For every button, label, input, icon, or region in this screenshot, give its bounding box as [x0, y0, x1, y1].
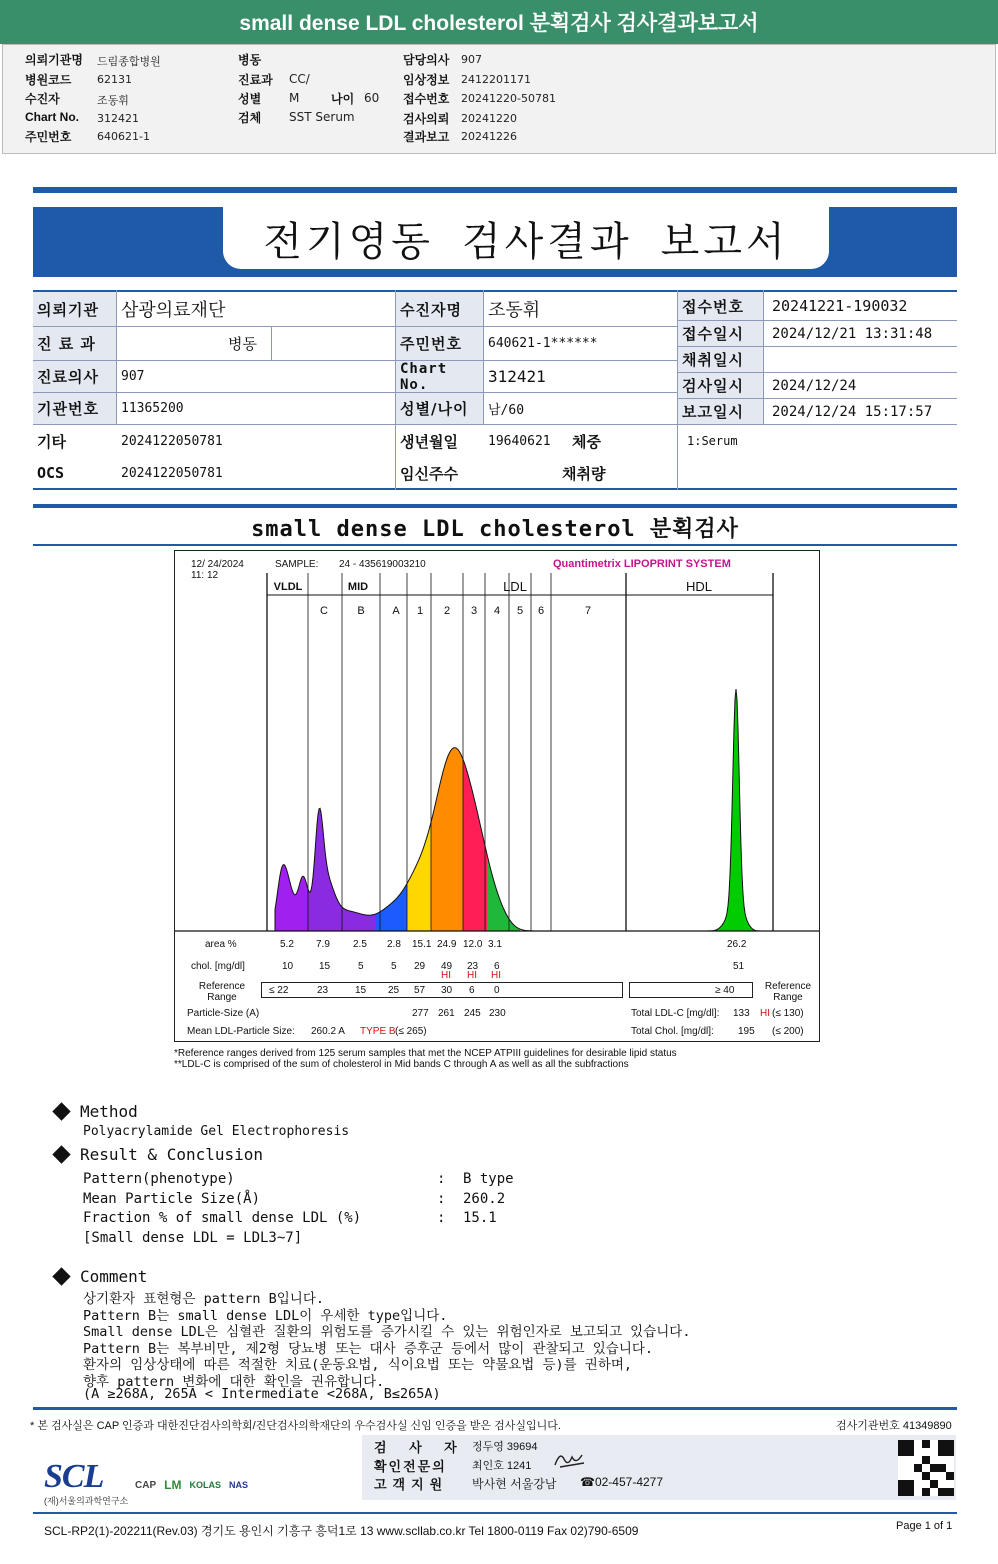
title-top-rule — [33, 187, 957, 193]
mean-size-label: Mean LDL-Particle Size: — [187, 1026, 295, 1037]
section-top-rule — [33, 504, 957, 508]
age-label: 나이 — [331, 92, 355, 106]
mean-size-value: 260.2 A — [311, 1026, 345, 1037]
dept-label: 진 료 과 — [33, 327, 116, 360]
footer-rule — [33, 1407, 957, 1410]
banner-title: small dense LDL cholesterol 분획검사 검사결과보고서 — [239, 12, 759, 35]
ref-v7: 0 — [494, 985, 500, 996]
ward-label: 병동 — [228, 335, 257, 353]
area-label: area % — [205, 939, 237, 950]
doctor-label: 담당의사 — [403, 53, 450, 67]
total-ldl-flag: HI — [760, 1008, 770, 1019]
band-4: 4 — [493, 605, 501, 617]
org-value: 드림종합병원 — [97, 55, 161, 68]
inst-value: 삼광의료재단 — [121, 300, 226, 321]
lipoprint-chart — [174, 550, 820, 1042]
sex-age-label: 성별/나이 — [396, 393, 483, 424]
chart-date: 12/ 24/2024 — [191, 559, 244, 570]
area-v4: 15.1 — [412, 939, 432, 950]
specimen-value: SST Serum — [289, 110, 355, 124]
comment-line: Small dense LDL은 심혈관 질환의 위험도를 증가시킬 수 있는 위험인자로 보고되고 있습니다. — [83, 1324, 691, 1340]
comment-line: Pattern B는 복부비만, 제2형 당뇨병 또는 대사 증후군 등에서 많이 관찰되고 있습니다. — [83, 1341, 654, 1357]
rrn-label: 주민번호 — [396, 327, 483, 360]
chol-v6: 23 — [467, 961, 479, 972]
etc-value: 2024122050781 — [121, 433, 223, 449]
section-title: small dense LDL cholesterol 분획검사 — [251, 517, 739, 542]
patient-value: 조동휘 — [97, 94, 129, 107]
rrn-label: 주민번호 — [25, 130, 72, 144]
org-label: 의뢰기관명 — [25, 53, 83, 67]
request-label: 검사의뢰 — [403, 112, 450, 126]
area-v3: 2.8 — [387, 939, 401, 950]
receipt-no-value: 20241221-190032 — [772, 297, 908, 315]
area-v8: 26.2 — [727, 939, 747, 950]
patient-label: 수진자 — [25, 92, 60, 106]
cap-logo: CAP — [135, 1479, 157, 1491]
doctor-value: 907 — [461, 53, 482, 66]
ref-hdl: ≥ 40 — [715, 985, 735, 996]
sex-value: M — [289, 91, 300, 105]
report-value: 20241226 — [461, 130, 517, 143]
inst-label: 의뢰기관 — [33, 292, 116, 326]
group-vldl: VLDL — [273, 581, 303, 593]
sex-age-value: 남/60 — [488, 403, 525, 418]
band-a: A — [392, 605, 400, 617]
result-sep: : — [437, 1191, 446, 1207]
reviewer-label: 확인전문의 — [374, 1460, 447, 1475]
cert-notice: * 본 검사실은 CAP 인증과 대한진단검사의학회/진단검사의학재단의 우수검사실 신임 인증을 받은 검사실입니다. — [30, 1420, 561, 1432]
rrn-value: 640621-1****** — [488, 336, 598, 351]
specimen-label: 검체 — [238, 111, 262, 125]
nas-logo: NAS — [228, 1480, 248, 1490]
chart-no-value: 312421 — [488, 367, 546, 386]
support-value: 박사현 서울강남 — [472, 1477, 557, 1491]
group-hdl: HDL — [685, 579, 713, 594]
ocs-label: OCS — [37, 464, 65, 482]
chol-v0: 10 — [282, 961, 294, 972]
ref-label: Reference Range — [198, 981, 246, 1003]
diamond-icon — [52, 1145, 70, 1163]
receipt-time-value: 2024/12/21 13:31:48 — [772, 325, 933, 342]
dept-label: 진료과 — [238, 73, 273, 87]
total-ldl-ref: (≤ 130) — [772, 1008, 804, 1019]
electrophoresis-plot — [175, 573, 819, 953]
comment-line: (A ≥268A, 265A < Intermediate <268A, B≤265A) — [83, 1386, 441, 1402]
pregnancy-label: 임신주수 — [400, 464, 458, 483]
header-info — [2, 44, 996, 154]
size-v3: 230 — [489, 1008, 506, 1019]
band-7: 7 — [584, 605, 592, 617]
chol-label: chol. [mg/dl] — [191, 961, 245, 972]
inst-no-value: 11365200 — [121, 401, 184, 416]
area-v2: 2.5 — [353, 939, 367, 950]
series-ldl4 — [487, 854, 520, 931]
report-time-value: 2024/12/24 15:17:57 — [772, 403, 933, 420]
total-chol-label: Total Chol. [mg/dl]: — [631, 1026, 714, 1037]
band-2: 2 — [443, 605, 451, 617]
result-label-3: Fraction % of small dense LDL (%) — [83, 1210, 362, 1226]
result-label-1: Pattern(phenotype) — [83, 1171, 235, 1187]
band-6: 6 — [537, 605, 545, 617]
comment-line: Pattern B는 small dense LDL이 우세한 type입니다. — [83, 1308, 448, 1324]
code-label: 병원코드 — [25, 73, 72, 87]
band-3: 3 — [470, 605, 478, 617]
chol-v1: 15 — [319, 961, 331, 972]
result-value-3: 15.1 — [463, 1210, 497, 1226]
comment-line: 상기환자 표현형은 pattern B입니다. — [83, 1291, 324, 1307]
area-v6: 12.0 — [463, 939, 483, 950]
size-v1: 261 — [438, 1008, 455, 1019]
chol-v4: 29 — [414, 961, 426, 972]
report-title: 전기영동 검사결과 보고서 — [223, 207, 829, 269]
group-mid: MID — [347, 581, 369, 593]
clinical-label: 임상정보 — [403, 73, 450, 87]
weight-label: 체중 — [572, 432, 601, 451]
sex-label: 성별 — [238, 92, 262, 106]
size-label: Particle-Size (A) — [187, 1008, 260, 1019]
specimen-value: 1:Serum — [687, 434, 738, 448]
sample-label: SAMPLE: — [275, 559, 319, 570]
chol-v5: 49 — [441, 961, 453, 972]
receipt-label: 접수번호 — [403, 92, 450, 106]
diamond-icon — [52, 1267, 70, 1285]
method-text: Polyacrylamide Gel Electrophoresis — [83, 1124, 350, 1139]
chart-title: Quantimetrix LIPOPRINT SYSTEM — [553, 558, 731, 570]
ref-label-hdl: Reference Range — [764, 981, 812, 1003]
request-value: 20241220 — [461, 112, 517, 125]
report-label: 결과보고 — [403, 130, 450, 144]
comment-heading: Comment — [55, 1267, 147, 1286]
chart-no-label: Chart No. — [396, 361, 483, 392]
hi-flag: HI — [491, 970, 501, 981]
total-ldl-label: Total LDL-C [mg/dl]: — [631, 1008, 720, 1019]
ref-box-hdl — [629, 982, 753, 998]
volume-label: 채취량 — [562, 464, 606, 483]
result-heading: Result & Conclusion — [55, 1145, 263, 1164]
doctor-label: 진료의사 — [33, 361, 116, 392]
patient-name-value: 조동휘 — [488, 300, 541, 321]
chart-time: 11: 12 — [191, 570, 219, 581]
title-band — [33, 207, 957, 277]
pattern-cond: (≤ 265) — [395, 1026, 427, 1037]
result-value-2: 260.2 — [463, 1191, 506, 1207]
hi-flag: HI — [467, 970, 477, 981]
ward-label: 병동 — [238, 53, 262, 67]
comment-line: 향후 pattern 변화에 대한 확인을 권유합니다. — [83, 1374, 385, 1390]
group-ldl: LDL — [503, 579, 527, 594]
receipt-no-label: 접수번호 — [678, 292, 763, 320]
chol-v3: 5 — [391, 961, 397, 972]
inst-no-label: 기관번호 — [33, 393, 116, 424]
qr-code-icon — [898, 1440, 954, 1496]
receipt-time-label: 접수일시 — [678, 321, 763, 346]
ocs-value: 2024122050781 — [121, 465, 223, 481]
patient-name-label: 수진자명 — [396, 292, 483, 326]
report-banner — [0, 0, 998, 44]
comment-line: 환자의 임상상태에 따른 적절한 치료(운동요법, 식이요법 또는 약물요법 등)를 권하며, — [83, 1357, 633, 1373]
chol-v8: 51 — [733, 961, 745, 972]
lab-no: 검사기관번호 41349890 — [836, 1420, 952, 1432]
ref-v1: 23 — [317, 985, 329, 996]
series-ldl2 — [431, 748, 463, 931]
collect-time-label: 채취일시 — [678, 347, 763, 372]
birth-value: 19640621 — [488, 433, 551, 449]
diamond-icon — [52, 1102, 70, 1120]
band-c: C — [320, 605, 328, 617]
series-ldl3 — [463, 759, 487, 931]
cert-logos — [135, 1478, 248, 1492]
rrn-value: 640621-1 — [97, 130, 150, 143]
support-phone: ☎02-457-4277 — [580, 1475, 664, 1489]
etc-label: 기타 — [37, 432, 66, 451]
result-label-2: Mean Particle Size(Å) — [83, 1191, 261, 1207]
clinical-value: 2412201171 — [461, 73, 531, 86]
total-ldl-value: 133 — [733, 1008, 750, 1019]
code-value: 62131 — [97, 73, 132, 86]
band-b: B — [357, 605, 365, 617]
kolas-logo: KOLAS — [189, 1480, 221, 1490]
ref-v3: 25 — [388, 985, 400, 996]
test-time-value: 2024/12/24 — [772, 377, 857, 394]
ref-v2: 15 — [355, 985, 367, 996]
signature-image — [552, 1449, 588, 1471]
doctor-value: 907 — [121, 369, 145, 384]
reviewer-value: 최인호 1241 — [472, 1460, 532, 1472]
address-line: SCL-RP2(1)-202211(Rev.03) 경기도 용인시 기흥구 흥덕1로 13 www.scllab.co.kr Tel 1800-0119 Fax 02)790-6509 — [44, 1524, 639, 1538]
total-chol-ref: (≤ 200) — [772, 1026, 804, 1037]
size-v2: 245 — [464, 1008, 481, 1019]
result-sep: : — [437, 1210, 446, 1226]
band-5: 5 — [516, 605, 524, 617]
size-v0: 277 — [412, 1008, 429, 1019]
birth-label: 생년월일 — [400, 432, 458, 451]
support-label: 고객지원 — [374, 1478, 449, 1493]
area-v7: 3.1 — [488, 939, 502, 950]
tester-value: 정두영 39694 — [472, 1441, 538, 1453]
chart-value: 312421 — [97, 112, 139, 125]
footnote-1: *Reference ranges derived from 125 serum samples that met the NCEP ATPIII guidelines for desirable lipid status — [174, 1048, 677, 1059]
patient-info-table — [33, 290, 957, 490]
result-note: [Small dense LDL = LDL3~7] — [83, 1230, 303, 1246]
test-time-label: 검사일시 — [678, 373, 763, 398]
age-value: 60 — [364, 91, 380, 105]
method-heading: Method — [55, 1102, 138, 1121]
profile-outline — [275, 689, 765, 931]
area-v5: 24.9 — [437, 939, 457, 950]
footer-bottom-rule — [33, 1512, 957, 1514]
scl-logo: SCL (재)서울의과학연구소 — [44, 1458, 129, 1506]
pattern-type: TYPE B — [360, 1026, 396, 1037]
ref-v6: 6 — [469, 985, 475, 996]
tester-label: 검 사 자 — [374, 1441, 466, 1456]
dept-value: CC/ — [289, 72, 310, 86]
ref-v0: ≤ 22 — [269, 985, 289, 996]
chol-v7: 6 — [494, 961, 500, 972]
total-chol-value: 195 — [738, 1026, 755, 1037]
result-value-1: B type — [463, 1171, 514, 1187]
area-v0: 5.2 — [280, 939, 294, 950]
receipt-value: 20241220-50781 — [461, 92, 556, 105]
result-sep: : — [437, 1171, 446, 1187]
chart-label: Chart No. — [25, 110, 79, 124]
band-1: 1 — [416, 605, 424, 617]
chol-v2: 5 — [358, 961, 364, 972]
report-time-label: 보고일시 — [678, 399, 763, 424]
section-bottom-rule — [33, 544, 957, 546]
page-number: Page 1 of 1 — [896, 1520, 953, 1532]
footnote-2: **LDL-C is comprised of the sum of cholesterol in Mid bands C through A as well as all the subfractions — [174, 1059, 629, 1070]
signoff-box — [362, 1435, 956, 1500]
hi-flag: HI — [441, 970, 451, 981]
lm-logo: LM — [164, 1478, 182, 1492]
ref-v5: 30 — [441, 985, 453, 996]
ref-v4: 57 — [414, 985, 426, 996]
sample-value: 24 - 435619003210 — [339, 559, 426, 570]
area-v1: 7.9 — [316, 939, 330, 950]
